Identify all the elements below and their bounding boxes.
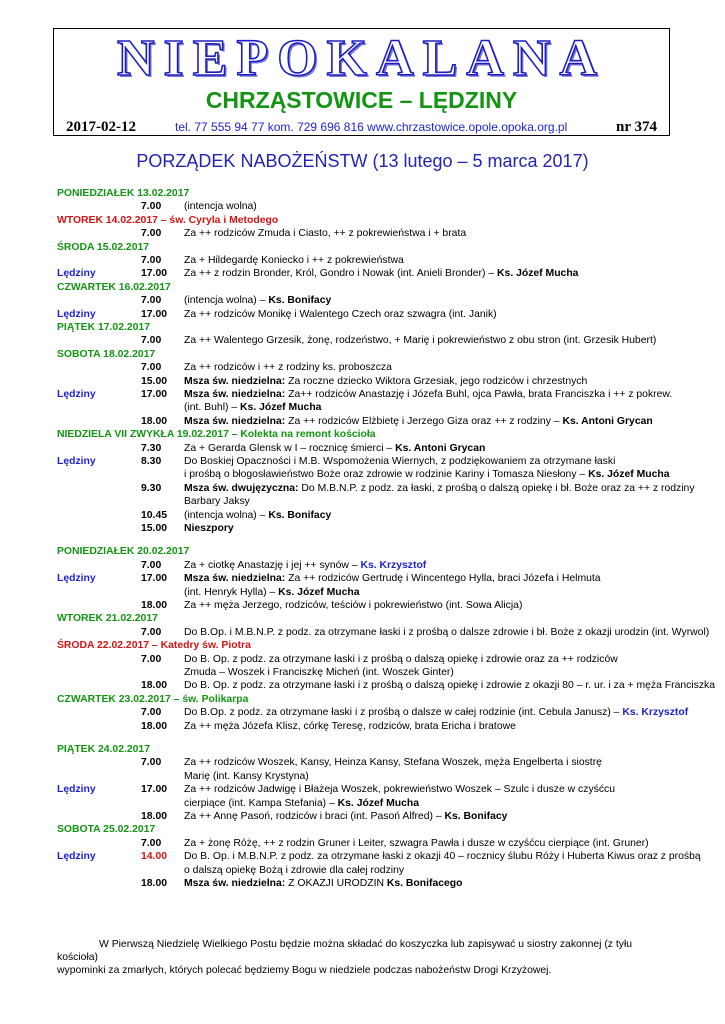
mass-time: 7.00 (141, 255, 162, 266)
mass-row (57, 783, 677, 796)
place-label: Lędziny (57, 308, 96, 320)
mass-time: 15.00 (141, 523, 168, 534)
mass-time: 18.00 (141, 415, 168, 427)
day-header-row (57, 428, 677, 441)
mass-time: 7.00 (141, 228, 162, 240)
mass-row (57, 706, 689, 719)
emphasis-text: Ks. Bonifacy (268, 509, 332, 521)
place-label: Lędziny (57, 573, 96, 585)
mass-row (57, 864, 677, 877)
mass-row (57, 850, 701, 863)
emphasis-text: Msza św. niedzielna: (184, 375, 286, 387)
emphasis-text: Ks. Antoni Grycan (562, 415, 653, 427)
mass-time: 18.00 (141, 811, 168, 822)
intention-text: Do B. Op. z podz. za otrzymane łaski i z prośbą o dalszą opiekę i zdrowie z okazji 80 – r. ur. i za + męża Franciszka (184, 680, 716, 692)
intention-text: Za + żonę Różę, ++ z rodzin Gruner i Leiter, szwagra Pawła i dusze w czyśćcu cierpiące (int. Gruner) (184, 837, 649, 849)
emphasis-text: Ks. Bonifacy (268, 295, 332, 307)
mass-row (57, 442, 677, 455)
day-header-row (57, 823, 677, 836)
mass-intention (184, 626, 709, 639)
mass-intention (184, 666, 454, 679)
mass-intention (184, 442, 485, 455)
place-label: Lędziny (57, 784, 96, 796)
mass-time: 14.00 (141, 851, 168, 863)
mass-intention (184, 559, 426, 572)
emphasis-text: Msza św. niedzielna: (184, 415, 286, 427)
mass-intention (184, 797, 419, 810)
day-header: PONIEDZIAŁEK 20.02.2017 (57, 546, 190, 558)
masthead-frame (53, 28, 670, 136)
emphasis-text: Ks. Józef Mucha (497, 268, 579, 280)
intention-text: Do B.Op. z podz. za otrzymane łaski i z prośbą o dalsze w całej rodzinie (int. Cebula Janusz) – (184, 707, 623, 719)
mass-time: 7.00 (141, 201, 162, 213)
day-header-row (57, 214, 677, 227)
mass-intention (184, 227, 466, 240)
intention-text: Za + ciotkę Anastazję i jej ++ synów – (184, 559, 361, 571)
mass-intention (184, 770, 309, 783)
day-header-row (57, 187, 677, 200)
day-header-row (57, 639, 677, 652)
mass-row (57, 227, 677, 240)
mass-row (57, 720, 677, 733)
emphasis-text: Nieszpory (184, 523, 234, 534)
footer-line: wypominki za zmarłych, których polecać będziemy Bogu w niedziele podczas nabożeństw Drogi Krzyżowej. (57, 965, 552, 976)
mass-time: 18.00 (141, 720, 168, 732)
mass-time: 7.00 (141, 559, 162, 571)
day-header: ŚRODA 15.02.2017 (57, 241, 150, 253)
mass-intention (184, 468, 670, 481)
mass-time: 17.00 (141, 308, 168, 320)
day-header: PONIEDZIAŁEK 13.02.2017 (57, 188, 190, 199)
mass-intention (184, 482, 695, 495)
intention-text: Za ++ rodziców Jadwigę i Błażeja Woszek, pokrewieństwo Woszek – Szulc i dusze w czyśćcu (184, 784, 616, 796)
mass-intention (184, 308, 497, 321)
emphasis-text: Ks. Krzysztof (622, 707, 689, 719)
mass-time: 7.00 (141, 653, 162, 665)
day-header-row (57, 321, 677, 334)
mass-time: 7.00 (141, 295, 162, 307)
intention-text: Za ++ męża Jerzego, rodziców, teściów i pokrewieństwo (int. Sowa Alicja) (184, 600, 523, 611)
mass-row (57, 653, 677, 666)
mass-row (57, 559, 677, 572)
mass-intention (184, 706, 688, 719)
mass-intention (184, 599, 522, 612)
day-header: SOBOTA 18.02.2017 (57, 348, 156, 360)
mass-intention (184, 495, 250, 508)
mass-time: 18.00 (141, 878, 168, 889)
mass-time: 17.00 (141, 268, 168, 280)
schedule-heading: PORZĄDEK NABOŻEŃSTW (13 lutego – 5 marca 2017) (136, 151, 589, 171)
emphasis-text: Ks. Antoni Grycan (395, 442, 486, 454)
mass-intention (184, 864, 404, 877)
intention-text: Za ++ Annę Pasoń, rodziców i braci (int. Pasoń Alfred) – (184, 811, 445, 822)
intention-text: Za++ rodziców Anastazję i Józefa Buhl, ojca Pawła, brata Franciszka i ++ z pokrew. (285, 389, 673, 400)
mass-time: 15.00 (141, 375, 168, 387)
intention-text: (int. Henryk Hylla) – (184, 586, 279, 598)
intention-text: (intencja wolna) (184, 201, 257, 213)
mass-intention (184, 415, 653, 428)
mass-intention (184, 388, 672, 401)
mass-time: 18.00 (141, 600, 168, 611)
emphasis-text: Ks. Józef Mucha (337, 797, 420, 809)
intention-text: Za ++ z rodzin Bronder, Król, Gondro i Nowak (int. Anieli Bronder) – (184, 268, 498, 280)
intention-text: (intencja wolna) – (184, 509, 269, 521)
day-header-row (57, 612, 677, 625)
mass-row (57, 495, 677, 508)
parish-subtitle: CHRZĄSTOWICE – LĘDZINY (205, 87, 518, 113)
intention-text: Do Boskiej Opaczności i M.B. Wspomożenia Wiernych, z podziękowaniem za otrzymane łaski (184, 456, 616, 467)
mass-time: 10.45 (141, 509, 168, 521)
emphasis-text: Ks. Krzysztof (360, 559, 427, 571)
footer-note (57, 938, 672, 977)
intention-text: Z OKAZJI URODZIN (285, 878, 387, 889)
mass-intention (184, 653, 618, 666)
mass-intention (184, 200, 257, 213)
mass-time: 7.00 (141, 707, 162, 719)
mass-intention (184, 375, 587, 388)
mass-row (57, 361, 677, 374)
mass-intention (184, 720, 516, 733)
emphasis-text: Msza św. niedzielna: (184, 878, 286, 889)
intention-text: Za ++ męża Józefa Klisz, córkę Teresę, rodziców, brata Ericha i bratowe (184, 720, 516, 732)
intention-text: cierpiące (int. Kampa Stefania) – (184, 797, 338, 809)
mass-intention (184, 572, 601, 585)
day-header: NIEDZIELA VII ZWYKŁA 19.02.2017 – Kolekta na remont kościoła (57, 429, 376, 441)
mass-intention (184, 361, 392, 374)
place-label: Lędziny (57, 456, 96, 467)
day-header: WTOREK 14.02.2017 – św. Cyryla i Metodego (57, 214, 279, 226)
day-header: CZWARTEK 16.02.2017 (57, 281, 171, 293)
mass-row (57, 666, 677, 679)
intention-text: Za ++ rodziców i ++ z rodziny ks. proboszcza (184, 362, 392, 374)
intention-text: i prośbą o błogosławieństwo Boże oraz zdrowie w rodzinie Kariny i Tomasza Niesłony – (184, 469, 589, 481)
mass-intention (184, 509, 331, 522)
intention-text: Za ++ rodziców Elżbietę i Jerzego Giza oraz ++ z rodziny – (285, 415, 563, 427)
mass-intention (184, 810, 507, 823)
emphasis-text: Ks. Józef Mucha (240, 402, 322, 414)
mass-row (57, 200, 677, 213)
intention-text: Marię (int. Kansy Krystyna) (184, 770, 309, 782)
mass-intention (184, 455, 615, 468)
mass-row (57, 756, 677, 769)
mass-intention (184, 294, 331, 307)
mass-time: 7.00 (141, 757, 162, 769)
mass-time: 17.00 (141, 784, 168, 796)
day-header-row (57, 241, 677, 254)
emphasis-text: Msza św. niedzielna: (184, 389, 286, 400)
mass-row (57, 401, 677, 414)
mass-row (57, 267, 677, 280)
mass-time: 9.30 (141, 482, 162, 494)
place-label: Lędziny (57, 851, 96, 863)
mass-intention (184, 850, 701, 863)
day-header-row (57, 743, 677, 756)
mass-intention (184, 267, 578, 280)
mass-row (57, 586, 677, 599)
mass-row (57, 572, 677, 585)
mass-row (57, 308, 677, 321)
mass-row (57, 334, 677, 347)
mass-intention (184, 586, 360, 599)
issue-number: nr 374 (616, 119, 657, 135)
mass-row (57, 375, 677, 388)
mass-time: 7.00 (141, 362, 162, 374)
mass-time: 18.00 (141, 680, 168, 692)
day-header-row (57, 348, 677, 361)
mass-row (57, 509, 677, 522)
mass-row (57, 254, 677, 267)
day-header: PIĄTEK 17.02.2017 (57, 322, 150, 333)
intention-text: Za ++ Walentego Grzesik, żonę, rodzeństwo, + Marię i pokrewieństwo z obu stron (int. Grzesik Hubert) (184, 335, 657, 347)
intention-text: Za ++ rodziców Gertrudę i Wincentego Hylla, braci Józefa i Helmuta (285, 573, 601, 585)
intention-text: Do B. Op. z podz. za otrzymane łaski i z prośbą o dalszą opiekę i zdrowie oraz za ++ rodziców (184, 653, 618, 665)
mass-row (57, 455, 677, 468)
mass-row (57, 468, 677, 481)
mass-row (57, 797, 677, 810)
intention-text: Za ++ rodziców Monikę i Walentego Czech oraz szwagra (int. Janik) (184, 308, 497, 320)
mass-row (57, 599, 677, 612)
info-row (54, 119, 669, 135)
place-label: Lędziny (57, 268, 96, 280)
day-header: PIĄTEK 24.02.2017 (57, 744, 150, 755)
place-label: Lędziny (57, 389, 96, 400)
mass-row (57, 837, 677, 850)
mass-row (57, 388, 677, 401)
day-header-row (57, 693, 677, 706)
intention-text: Za ++ rodziców Zmuda i Ciasto, ++ z pokrewieństwa i + brata (184, 228, 467, 240)
mass-row (57, 770, 677, 783)
footer-line: W Pierwszą Niedzielę Wielkiego Postu będzie można składać do koszyczka lub zapisywać u siostry zakonnej (z tyłu kościoła) (57, 939, 633, 963)
intention-text: o dalszą opiekę Bożą i zdrowie dla całej rodziny (184, 864, 405, 876)
mass-time: 17.00 (141, 389, 168, 400)
day-header: WTOREK 21.02.2017 (57, 613, 158, 625)
intention-text: Do B. Op. i M.B.N.P. z podz. za otrzymane łaski z okazji 40 – rocznicy ślubu Róży i Huberta Kiwus oraz z prośbą (184, 851, 701, 863)
intention-text: Za + Gerarda Glensk w I – rocznicę śmierci – (184, 442, 396, 454)
mass-time: 7.30 (141, 442, 162, 454)
intention-text: Za roczne dziecko Wiktora Grzesiak, jego rodziców i chrzestnych (285, 375, 588, 387)
mass-intention (184, 679, 715, 692)
mass-row (57, 877, 677, 890)
mass-time: 7.00 (141, 335, 162, 347)
emphasis-text: Ks. Bonifacego (386, 878, 463, 889)
mass-row (57, 294, 677, 307)
mass-intention (184, 837, 649, 850)
intention-text: Za + Hildegardę Koniecko i ++ z pokrewieństwa (184, 255, 404, 266)
day-header: CZWARTEK 23.02.2017 – św. Polikarpa (57, 693, 249, 705)
mass-time: 8.30 (141, 456, 162, 467)
mass-intention (184, 254, 404, 267)
mass-intention (184, 522, 234, 535)
mass-time: 17.00 (141, 573, 168, 585)
issue-date: 2017-02-12 (66, 119, 136, 135)
mass-intention (184, 334, 656, 347)
intention-text: Do M.B.N.P. z podz. za łaski, z prośbą o dalszą opiekę i bł. Boże oraz za ++ z rodziny (298, 482, 695, 494)
mass-time: 7.00 (141, 626, 162, 638)
day-header: ŚRODA 22.02.2017 – Katedry św. Piotra (57, 640, 251, 652)
mass-intention (184, 756, 602, 769)
mass-row (57, 626, 710, 639)
mass-intention (184, 783, 615, 796)
mass-row (57, 415, 677, 428)
day-header: SOBOTA 25.02.2017 (57, 824, 156, 836)
mass-intention (184, 401, 321, 414)
emphasis-text: Msza św. niedzielna: (184, 573, 286, 585)
intention-text: (int. Buhl) – (184, 402, 241, 414)
contact-line: tel. 77 555 94 77 kom. 729 696 816 www.chrzastowice.opole.opoka.org.pl (175, 120, 568, 134)
mass-row (57, 522, 677, 535)
mass-row (57, 810, 677, 823)
day-header-row (57, 545, 677, 558)
masthead-title: NIEPOKALANA (116, 30, 607, 87)
intention-text: (intencja wolna) – (184, 295, 269, 307)
day-header-row (57, 281, 677, 294)
intention-text: Za ++ rodziców Woszek, Kansy, Heinza Kansy, Stefana Woszek, męża Engelberta i siostrę (184, 757, 602, 769)
emphasis-text: Ks. Bonifacy (444, 811, 508, 822)
intention-text: Do B.Op. i M.B.N.P. z podz. za otrzymane łaski i z prośbą o dalsze zdrowie i bł. Boże z okazji urodzin (int. Wyrwol) (184, 626, 710, 638)
intention-text: Zmuda – Woszek i Franciszkę Micheń (int. Woszek Ginter) (184, 667, 454, 678)
intention-text: Barbary Jaksy (184, 496, 250, 508)
emphasis-text: Msza św. dwujęzyczna: (184, 482, 299, 494)
mass-intention (184, 877, 463, 890)
mass-row (57, 679, 716, 692)
emphasis-text: Ks. Józef Mucha (278, 586, 360, 598)
mass-time: 7.00 (141, 837, 162, 849)
emphasis-text: Ks. Józef Mucha (588, 469, 670, 481)
mass-row (57, 482, 695, 495)
